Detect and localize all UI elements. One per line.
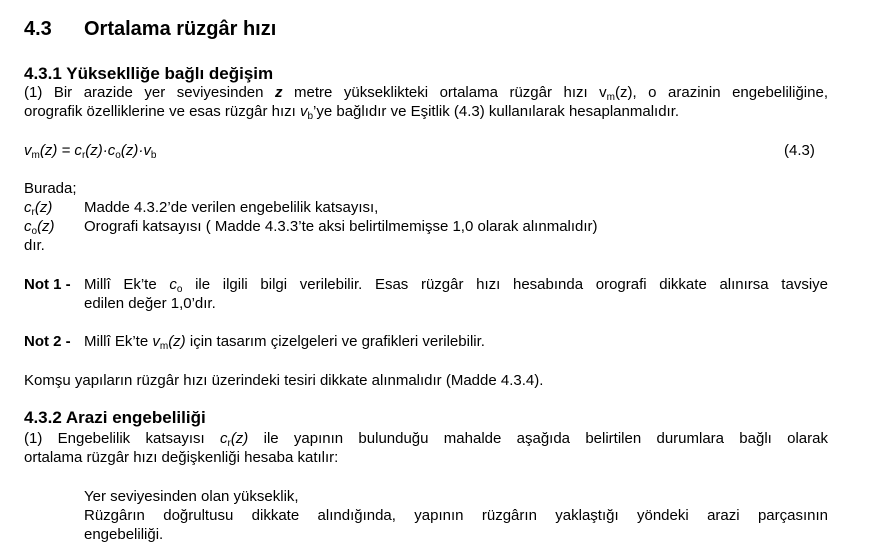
section-title: Ortalama rüzgâr hızı bbox=[84, 18, 277, 40]
equation-number: (4.3) bbox=[784, 142, 815, 159]
equation-4-3: $v_m(z) = c_r(z)\cdot c_o(z)\cdot v_b$ bbox=[24, 142, 157, 161]
section-number: 4.3 bbox=[24, 18, 52, 40]
paragraph-2-line-1: (1) Engebelilik katsayısı $c_r(z)$ ile yapının bulunduğu mahalde aşağıda belirtilen durumlara bağlı olarak bbox=[24, 430, 828, 449]
burada-label: Burada; bbox=[24, 180, 77, 197]
list-item: Yer seviyesinden olan yükseklik, bbox=[84, 488, 299, 505]
subsection-heading-4-3-1: 4.3.1 Yükseklliğe bağlı değişim bbox=[24, 64, 274, 83]
note-2-label: Not 2 - bbox=[24, 333, 71, 350]
definition-text-co: Orografi katsayısı ( Madde 4.3.3’te aksi belirtilmemişse 1,0 olarak alınmalıdır) bbox=[84, 218, 598, 235]
note-1-line-1: Millî Ek’te $c_o$ ile ilgili bilgi verilebilir. Esas rüzgâr hızı hesabında orografi dikkate alınırsa tavsiye bbox=[84, 276, 828, 295]
note-1-line-2: edilen değer 1,0’dır. bbox=[84, 295, 216, 312]
definition-symbol-cr: $c_r(z)$ bbox=[24, 199, 53, 218]
neighbour-effect-paragraph: Komşu yapıların rüzgâr hızı üzerindeki tesiri dikkate alınmalıdır (Madde 4.3.4). bbox=[24, 372, 544, 389]
definition-suffix: dır. bbox=[24, 237, 45, 254]
list-item-continuation: engebeliliği. bbox=[84, 526, 164, 543]
paragraph-2-line-2: ortalama rüzgâr hızı değişkenliği hesaba katılır: bbox=[24, 449, 339, 466]
note-1-label: Not 1 - bbox=[24, 276, 71, 293]
list-item: Rüzgârın doğrultusu dikkate alındığında, yapının rüzgârın yaklaştığı yöndeki arazi parçasının bbox=[84, 507, 828, 524]
definition-symbol-co: $c_o(z)$ bbox=[24, 218, 55, 237]
paragraph-1-line-2: orografik özelliklerine ve esas rüzgâr hızı $v_b’ye$ bağlıdır ve Eşitlik (4.3) kullanılarak hesaplanmalıdır. bbox=[24, 103, 680, 122]
note-2-text: Millî Ek’te $v_m(z)$ için tasarım çizelgeleri ve grafikleri verilebilir. bbox=[84, 333, 485, 352]
paragraph-1-line-1: (1) Bir arazide yer seviyesinden z metre yükseklikteki ortalama rüzgâr hızı $v_m(z)$, o arazinin engebeliliğine, bbox=[24, 84, 828, 103]
subsection-heading-4-3-2: 4.3.2 Arazi engebeliliği bbox=[24, 408, 206, 427]
definition-text-cr: Madde 4.3.2’de verilen engebelilik katsayısı, bbox=[84, 199, 379, 216]
